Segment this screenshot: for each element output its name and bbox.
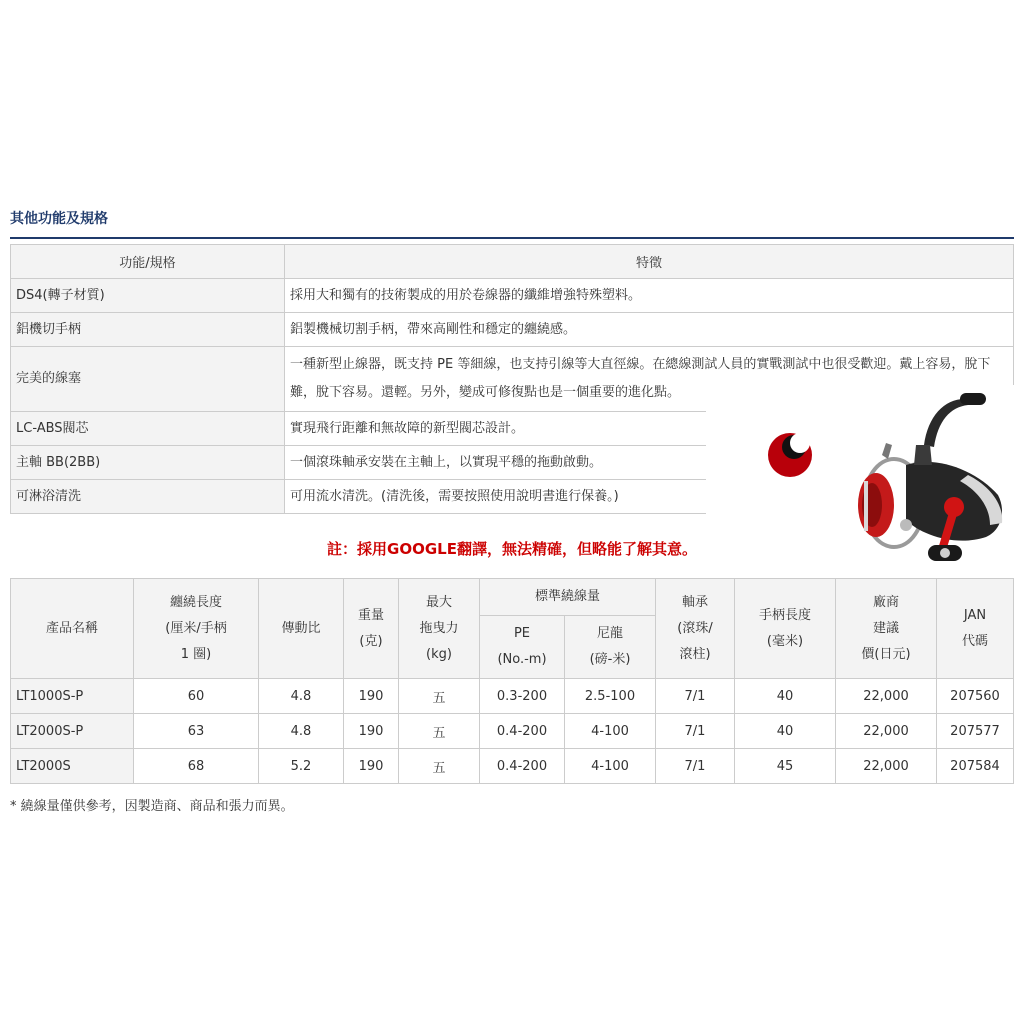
spec-header-ratio: 傳動比	[259, 579, 344, 679]
spec-header-pe: PE (No.-m)	[480, 616, 565, 679]
spec-ratio: 4.8	[259, 679, 344, 714]
spec-header-price: 廠商 建議 價(日元)	[836, 579, 937, 679]
spec-price: 22,000	[836, 714, 937, 749]
spec-table	[10, 578, 1014, 784]
feature-label: LC-ABS閥芯	[11, 412, 285, 446]
spec-nylon: 4-100	[565, 714, 656, 749]
spec-pe: 0.4-200	[480, 749, 565, 784]
feature-description: 一種新型止線器，既支持 PE 等細線，也支持引線等大直徑線。在總線測試人員的實戰測試中也很受歡迎。戴上容易，脫下難，脫下容易。還輕。另外，變成可修復點也是一個重要的進化點。	[285, 347, 1014, 412]
spec-header-jan: JAN 代碼	[937, 579, 1014, 679]
feature-row	[11, 279, 1014, 313]
spec-name: LT1000S-P	[11, 679, 134, 714]
spec-weight: 190	[344, 714, 399, 749]
feature-label: 完美的線塞	[11, 347, 285, 412]
spec-bearing: 7/1	[656, 749, 735, 784]
spec-handle: 45	[735, 749, 836, 784]
spec-header-capacity: 標準繞線量	[480, 579, 656, 616]
spec-header-bearing: 軸承 (滾珠/ 滾柱)	[656, 579, 735, 679]
capacity-footnote: * 繞線量僅供參考，因製造商、商品和張力而異。	[10, 799, 294, 814]
spec-handle: 40	[735, 714, 836, 749]
brand-logo-icon	[768, 433, 812, 477]
spec-header-nylon: 尼龍 (磅-米)	[565, 616, 656, 679]
spec-jan: 207560	[937, 679, 1014, 714]
features-header-description: 特徵	[285, 245, 1014, 279]
spec-weight: 190	[344, 679, 399, 714]
spec-jan: 207584	[937, 749, 1014, 784]
spec-name: LT2000S	[11, 749, 134, 784]
spec-header-handle: 手柄長度 (毫米)	[735, 579, 836, 679]
spec-row	[11, 714, 1014, 749]
title-divider	[10, 237, 1014, 239]
feature-description: 採用大和獨有的技術製成的用於卷線器的纖維增強特殊塑料。	[285, 279, 1014, 313]
spec-handle: 40	[735, 679, 836, 714]
spec-header-drag: 最大 拖曳力 (kg)	[399, 579, 480, 679]
spec-header-weight: 重量 (克)	[344, 579, 399, 679]
features-header-row	[11, 245, 1014, 279]
spec-pe: 0.3-200	[480, 679, 565, 714]
spec-length: 68	[134, 749, 259, 784]
spec-drag: 五	[399, 714, 480, 749]
feature-label: 主軸 BB(2BB)	[11, 446, 285, 480]
spec-name: LT2000S-P	[11, 714, 134, 749]
translation-note: 註：採用GOOGLE翻譯，無法精確，但略能了解其意。	[327, 540, 697, 558]
feature-description: 鋁製機械切割手柄，帶來高剛性和穩定的纏繞感。	[285, 313, 1014, 347]
spec-header-row	[11, 579, 1014, 616]
spec-bearing: 7/1	[656, 679, 735, 714]
feature-row	[11, 313, 1014, 347]
feature-label: DS4(轉子材質)	[11, 279, 285, 313]
section-title: 其他功能及規格	[10, 211, 108, 227]
spec-jan: 207577	[937, 714, 1014, 749]
feature-label: 鋁機切手柄	[11, 313, 285, 347]
spec-header-name: 產品名稱	[11, 579, 134, 679]
spec-row	[11, 749, 1014, 784]
spec-length: 60	[134, 679, 259, 714]
feature-label: 可淋浴清洗	[11, 480, 285, 514]
spec-nylon: 2.5-100	[565, 679, 656, 714]
spec-ratio: 4.8	[259, 714, 344, 749]
spec-pe: 0.4-200	[480, 714, 565, 749]
spec-price: 22,000	[836, 749, 937, 784]
feature-description: 可用流水清洗。(清洗後，需要按照使用說明書進行保養。)	[285, 480, 1014, 514]
features-header-feature: 功能/規格	[11, 245, 285, 279]
spec-row	[11, 679, 1014, 714]
spec-ratio: 5.2	[259, 749, 344, 784]
spec-drag: 五	[399, 749, 480, 784]
spec-header-length: 纏繞長度 (厘米/手柄 1 圈)	[134, 579, 259, 679]
reel-drawing	[858, 393, 1002, 561]
spec-weight: 190	[344, 749, 399, 784]
feature-description: 實現飛行距離和無故障的新型閥芯設計。	[285, 412, 1014, 446]
spec-price: 22,000	[836, 679, 937, 714]
feature-description: 一個滾珠軸承安裝在主軸上，以實現平穩的拖動啟動。	[285, 446, 1014, 480]
spec-length: 63	[134, 714, 259, 749]
spec-drag: 五	[399, 679, 480, 714]
spec-bearing: 7/1	[656, 714, 735, 749]
spec-nylon: 4-100	[565, 749, 656, 784]
